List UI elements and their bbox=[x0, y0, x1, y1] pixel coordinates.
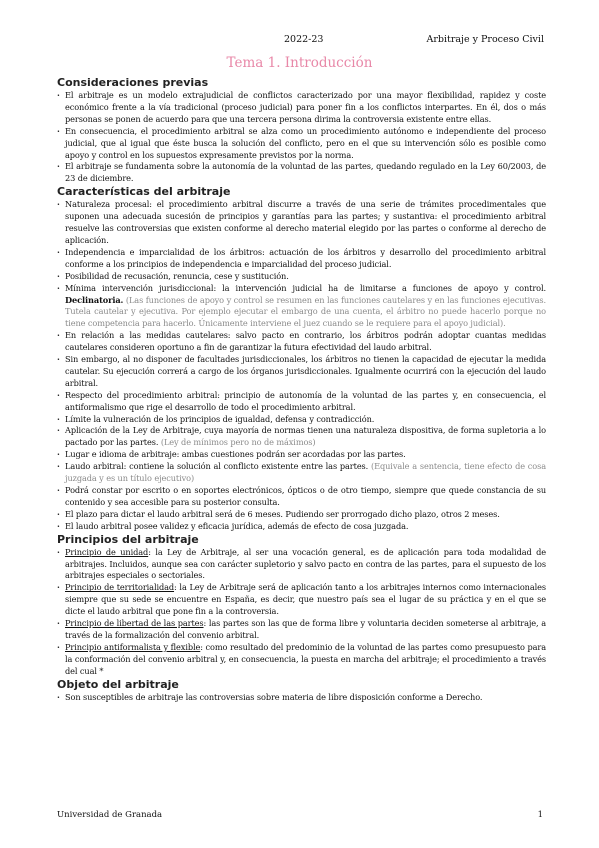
list-item: · Principio de libertad de las partes: las partes son las que de forma libre y voluntaria deciden someterse al arbitraje, a través de la formalización del convenio arbitral. bbox=[57, 618, 546, 642]
list-item: · Laudo arbitral: contiene la solución al conflicto existente entre las partes. (Equivale a sentencia, tiene efecto de cosa juzgada y es un título ejecutivo) bbox=[57, 461, 546, 485]
footer-university: Universidad de Granada bbox=[57, 810, 163, 820]
list-item: · Respecto del procedimiento arbitral: principio de autonomía de la voluntad de las partes y, en consecuencia, el antiformalismo que rige el desarrollo de todo el procedimiento arbitral. bbox=[57, 390, 546, 414]
list-item: · Principio antiformalista y flexible: como resultado del predominio de la voluntad de las partes como presupuesto para la conformación del convenio arbitral y, en consecuencia, la puesta en marcha del arbitraje; el procedimiento a través del cual * bbox=[57, 642, 546, 678]
bold-term: Declinatoria. bbox=[65, 294, 124, 305]
header-year: 2022-23 bbox=[284, 34, 324, 45]
list-item: · El laudo arbitral posee validez y eficacia jurídica, además de efecto de cosa juzgada. bbox=[57, 521, 546, 533]
list-item: · Principio de unidad: la Ley de Arbitraje, al ser una vocación general, es de aplicación para toda modalidad de arbitrajes. Incluidos, aunque sea con carácter supletorio y salvo pacto en contra de las partes, para el supuesto de los arbitrajes especiales o sectoriales. bbox=[57, 547, 546, 583]
list-item: · El plazo para dictar el laudo arbitral será de 6 meses. Pudiendo ser prorrogado dicho plazo, otros 2 meses. bbox=[57, 509, 546, 521]
page-number: 1 bbox=[537, 810, 543, 820]
section-principios bbox=[57, 533, 546, 678]
bullet-list bbox=[57, 199, 546, 532]
bullet-list bbox=[57, 692, 546, 704]
principle-name: Principio antiformalista y flexible bbox=[65, 641, 201, 652]
section-heading: Objeto del arbitraje bbox=[57, 677, 179, 691]
section-heading: Consideraciones previas bbox=[57, 76, 209, 89]
page-header bbox=[0, 34, 599, 48]
list-item: · Posibilidad de recusación, renuncia, cese y sustitución. bbox=[57, 271, 546, 283]
principle-name: Principio de unidad bbox=[65, 546, 149, 557]
list-item: · El arbitraje se fundamenta sobre la autonomía de la voluntad de las partes, quedando regulado en la Ley 60/2003, de 23 de diciembre. bbox=[57, 161, 546, 185]
section-consideraciones bbox=[57, 76, 546, 185]
list-item: · Son susceptibles de arbitraje las controversias sobre materia de libre disposición conforme a Derecho. bbox=[57, 692, 546, 704]
list-item: · En consecuencia, el procedimiento arbitral se alza como un procedimiento autónomo e independiente del proceso judicial, que al igual que éste busca la solución del conflicto, pero en el que su intervención sólo es posible como apoyo y control en los supuestos expresamente previstos por la norma. bbox=[57, 126, 546, 162]
section-heading: Principios del arbitraje bbox=[57, 532, 199, 546]
list-item: · Podrá constar por escrito o en soportes electrónicos, ópticos o de otro tiempo, siempre que quede constancia de su contenido y sea accesible para su posterior consulta. bbox=[57, 485, 546, 509]
list-item: · En relación a las medidas cautelares: salvo pacto en contrario, los árbitros podrán adoptar cuantas medidas cautelares consideren oportuno a fin de garantizar la futura efectividad del laudo arbitral. bbox=[57, 330, 546, 354]
document-title: Tema 1. Introducción bbox=[226, 55, 373, 71]
principle-name: Principio de territorialidad bbox=[65, 582, 175, 593]
list-item: · Mínima intervención jurisdiccional: la intervención judicial ha de limitarse a funciones de apoyo y control. Declinatoria. (Las funciones de apoyo y control se resumen en las funciones cautelares y en las funciones ejecutivas. Tutela cautelar y ejecutiva. Por ejemplo ejecutar el embargo de una cuenta, el árbitro no puede hacerlo porque no tiene competencia para hacerlo. Únicamente interviene el juez cuando se le requiere para el apoyo judicial). bbox=[57, 283, 546, 331]
list-item: · Límite la vulneración de los principios de igualdad, defensa y contradicción. bbox=[57, 414, 546, 426]
bullet-list bbox=[57, 90, 546, 185]
list-item: · Sin embargo, al no disponer de facultades jurisdiccionales, los árbitros no tienen la capacidad de ejecutar la medida cautelar. Su ejecución correrá a cargo de los órganos jurisdiccionales. Igualmente ocurrirá con la ejecución del laudo arbitral. bbox=[57, 354, 546, 390]
section-caracteristicas bbox=[57, 185, 546, 532]
bullet-list bbox=[57, 547, 546, 678]
header-course: Arbitraje y Proceso Civil bbox=[426, 34, 544, 45]
section-objeto bbox=[57, 678, 546, 704]
list-item: · Aplicación de la Ley de Arbitraje, cuya mayoría de normas tienen una naturaleza dispositiva, de forma supletoria a lo pactado por las partes. (Ley de mínimos pero no de máximos) bbox=[57, 425, 546, 449]
list-item: · Principio de territorialidad: la Ley de Arbitraje será de aplicación tanto a los arbitrajes internos como internacionales siempre que su sede se encuentre en España, es decir, que nuestro país sea el lugar de su práctica y en el que se dicte el laudo arbitral que pone fin a la controversia. bbox=[57, 582, 546, 618]
list-item: · Lugar e idioma de arbitraje: ambas cuestiones podrán ser acordadas por las partes. bbox=[57, 449, 546, 461]
list-item: · El arbitraje es un modelo extrajudicial de conflictos caracterizado por una mayor flexibilidad, rapidez y coste económico frente a la vía tradicional (proceso judicial) para poner fin a los conflictos interpartes. En él, dos o más personas se ponen de acuerdo para que una tercera persona dirima la controversia existente entre ellas. bbox=[57, 90, 546, 126]
note-text: (Ley de mínimos pero no de máximos) bbox=[160, 437, 316, 448]
document-body bbox=[57, 76, 546, 704]
list-item: · Naturaleza procesal: el procedimiento arbitral discurre a través de una serie de trámites procedimentales que suponen una adecuada sucesión de principios y garantías para las partes; y sustantiva: el procedimiento arbitral resuelve las controversias que existen conforme al derecho material elegido por las partes o conforme al derecho de aplicación. bbox=[57, 199, 546, 247]
note-text: (Las funciones de apoyo y control se resumen en las funciones cautelares y en las funciones ejecutivas. Tutela cautelar y ejecutiva. Por ejemplo ejecutar el embargo de una cuenta, el árbitro no puede hacerlo porque no tiene competencia para hacerlo. Únicamente interviene el juez cuando se le requiere para el apoyo judicial). bbox=[65, 294, 546, 329]
list-item: · Independencia e imparcialidad de los árbitros: actuación de los árbitros y desarrollo del procedimiento arbitral conforme a los principios de independencia e imparcialidad del proceso judicial. bbox=[57, 247, 546, 271]
principle-name: Principio de libertad de las partes bbox=[65, 618, 204, 629]
page-footer bbox=[57, 810, 543, 820]
section-heading: Características del arbitraje bbox=[57, 185, 231, 199]
note-text: (Equivale a sentencia, tiene efecto de cosa juzgada y es un título ejecutivo) bbox=[65, 461, 546, 484]
